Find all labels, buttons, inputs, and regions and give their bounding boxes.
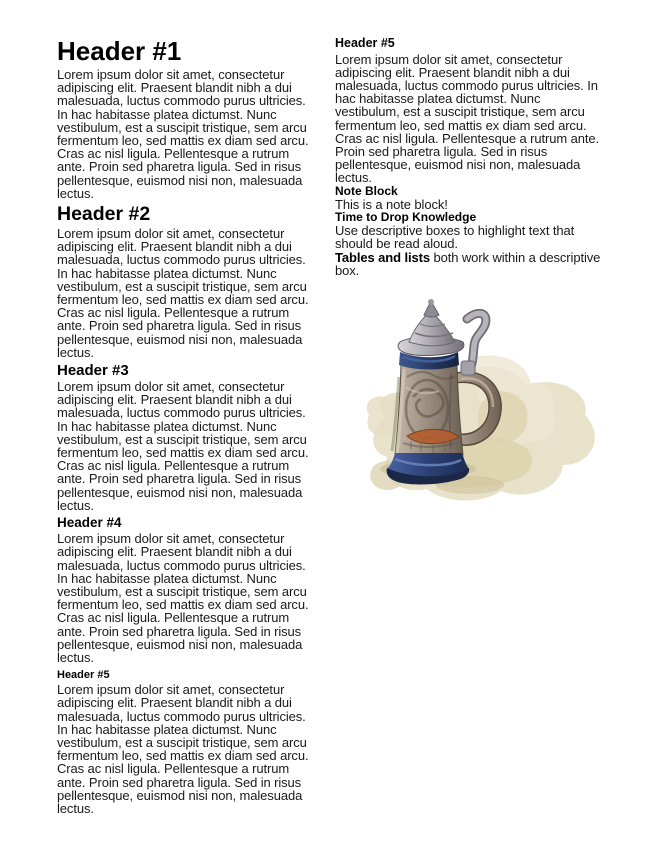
knowledge-body: Use descriptive boxes to highlight text that should be read aloud. — [335, 223, 575, 252]
paragraph-6: Lorem ipsum dolor sit amet, consectetur adipiscing elit. Praesent blandit nibh a dui malesuada, luctus commodo purus ultricies. In hac habitasse platea dictumst. Nunc vestibulum, est a suscipit tristique, sem arcu fermentum leo, sed mattis ex diam sed arcu. Cras ac nisl ligula. Pellentesque a rutrum ante. Proin sed pharetra ligula. Sed in risus pellentesque, euismod nisi non, malesuada lectus. — [335, 51, 600, 186]
stein-base — [387, 453, 469, 485]
paragraph-4: Lorem ipsum dolor sit amet, consectetur adipiscing elit. Praesent blandit nibh a dui malesuada, luctus commodo purus ultricies. In hac habitasse platea dictumst. Nunc vestibulum, est a suscipit tristique, sem arcu fermentum leo, sed mattis ex diam sed arcu. Cras ac nisl ligula. Pellentesque a rutrum ante. Proin sed pharetra ligula. Sed in risus pellentesque, euismod nisi non, malesuada lectus. — [57, 531, 309, 665]
stein-finial — [424, 299, 439, 317]
paragraph-5: Lorem ipsum dolor sit amet, consectetur adipiscing elit. Praesent blandit nibh a dui malesuada, luctus commodo purus ultricies. In hac habitasse platea dictumst. Nunc vestibulum, est a suscipit tristique, sem arcu fermentum leo, sed mattis ex diam sed arcu. Cras ac nisl ligula. Pellentesque a rutrum ante. Proin sed pharetra ligula. Sed in risus pellentesque, euismod nisi non, malesuada lectus. — [57, 682, 309, 816]
knowledge-tables-note — [335, 251, 601, 277]
beer-stein-illustration — [355, 297, 610, 512]
note-block-heading: Note Block — [335, 183, 398, 198]
header-4: Header #4 — [57, 515, 122, 531]
knowledge-heading: Time to Drop Knowledge — [335, 209, 477, 224]
paragraph-1: Lorem ipsum dolor sit amet, consectetur adipiscing elit. Praesent blandit nibh a dui malesuada, luctus commodo purus ultricies. In hac habitasse platea dictumst. Nunc vestibulum, est a suscipit tristique, sem arcu fermentum leo, sed mattis ex diam sed arcu. Cras ac nisl ligula. Pellentesque a rutrum ante. Proin sed pharetra ligula. Sed in risus pellentesque, euismod nisi non, malesuada lectus. — [57, 67, 309, 201]
header-5-right: Header #5 — [335, 36, 395, 50]
header-3: Header #3 — [57, 362, 129, 380]
left-column — [57, 36, 319, 844]
knowledge-tables-rest: both work within a descriptive box. — [335, 249, 601, 278]
right-column — [335, 36, 601, 844]
header-5-left: Header #5 — [57, 669, 110, 682]
note-block-body: This is a note block! — [335, 196, 448, 212]
paragraph-3: Lorem ipsum dolor sit amet, consectetur adipiscing elit. Praesent blandit nibh a dui malesuada, luctus commodo purus ultricies. In hac habitasse platea dictumst. Nunc vestibulum, est a suscipit tristique, sem arcu fermentum leo, sed mattis ex diam sed arcu. Cras ac nisl ligula. Pellentesque a rutrum ante. Proin sed pharetra ligula. Sed in risus pellentesque, euismod nisi non, malesuada lectus. — [57, 379, 309, 513]
paragraph-2: Lorem ipsum dolor sit amet, consectetur adipiscing elit. Praesent blandit nibh a dui malesuada, luctus commodo purus ultricies. In hac habitasse platea dictumst. Nunc vestibulum, est a suscipit tristique, sem arcu fermentum leo, sed mattis ex diam sed arcu. Cras ac nisl ligula. Pellentesque a rutrum ante. Proin sed pharetra ligula. Sed in risus pellentesque, euismod nisi non, malesuada lectus. — [57, 226, 309, 360]
header-1: Header #1 — [57, 36, 182, 66]
header-2: Header #2 — [57, 203, 151, 226]
beer-stein-svg — [355, 297, 610, 512]
knowledge-tables-bold: Tables and lists — [335, 249, 430, 265]
